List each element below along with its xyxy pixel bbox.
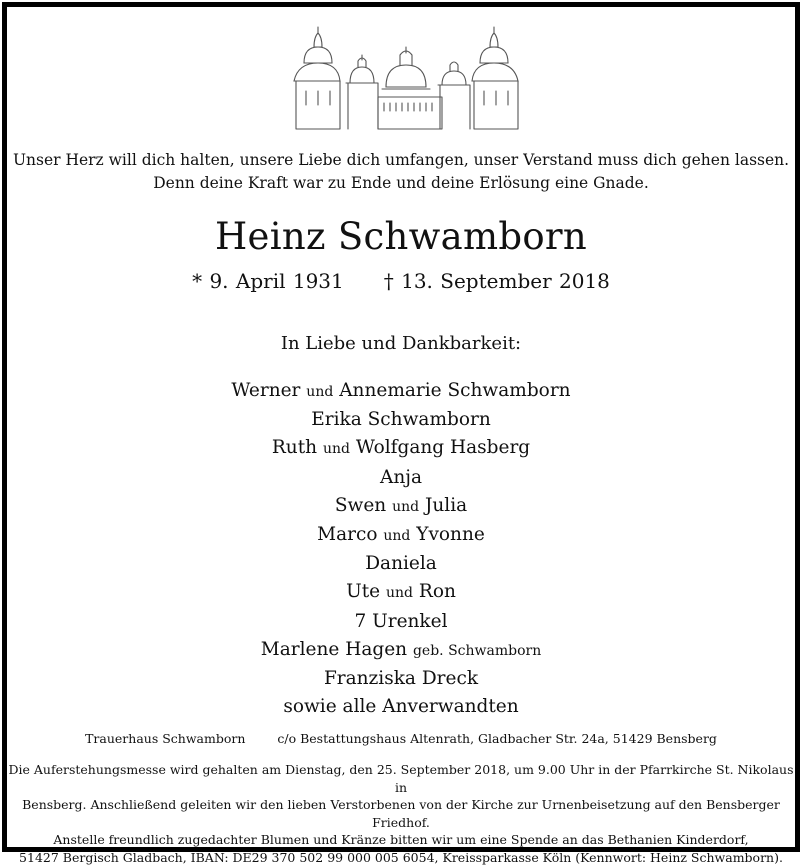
- family-line: Ruth und Wolfgang Hasberg: [7, 434, 795, 463]
- funeral-home: [7, 730, 795, 748]
- funeral-home-address: c/o Bestattungshaus Altenrath, Gladbacher Str. 24a, 51429 Bensberg: [277, 731, 717, 746]
- family-line: Swen und Julia: [7, 492, 795, 521]
- family-line: Franziska Dreck: [7, 665, 795, 693]
- deceased-name: Heinz Schwamborn: [7, 215, 795, 259]
- family-line: sowie alle Anverwandten: [7, 693, 795, 721]
- funeral-home-name: Trauerhaus Schwamborn: [85, 731, 245, 746]
- notice-line-2: Bensberg. Anschließend geleiten wir den lieben Verstorbenen von der Kirche zur Urnenbeisetzung auf den Bensberger Friedhof.: [7, 796, 795, 831]
- death-date: † 13. September 2018: [384, 269, 610, 293]
- life-dates: [7, 267, 795, 295]
- family-line: Anja: [7, 464, 795, 492]
- notice-line-3: Anstelle freundlich zugedachter Blumen und Kränze bitten wir um eine Spende an das Bethanien Kinderdorf,: [7, 831, 795, 849]
- intro-line-2: Denn deine Kraft war zu Ende und deine Erlösung eine Gnade.: [7, 172, 795, 195]
- intro-line-1: Unser Herz will dich halten, unsere Liebe dich umfangen, unser Verstand muss dich gehen lassen.: [7, 149, 795, 172]
- family-line: 7 Urenkel: [7, 608, 795, 636]
- family-line: Marco und Yvonne: [7, 521, 795, 550]
- family-line: Erika Schwamborn: [7, 406, 795, 434]
- family-line: Ute und Ron: [7, 578, 795, 607]
- obituary-frame: [2, 2, 800, 852]
- birth-date: * 9. April 1931: [192, 269, 344, 293]
- family-line: Daniela: [7, 550, 795, 578]
- service-notice: [7, 761, 795, 866]
- notice-line-1: Die Auferstehungsmesse wird gehalten am Dienstag, den 25. September 2018, um 9.00 Uhr in der Pfarrkirche St. Nikolaus in: [7, 761, 795, 796]
- dedication: In Liebe und Dankbarkeit:: [7, 331, 795, 357]
- notice-line-4: 51427 Bergisch Gladbach, IBAN: DE29 370 502 99 000 005 6054, Kreissparkasse Köln (Kennwort: Heinz Schwamborn).: [7, 849, 795, 866]
- family-line: Marlene Hagen geb. Schwamborn: [7, 636, 795, 665]
- family-list: [7, 377, 795, 721]
- intro-verse: [7, 149, 795, 195]
- church-sketch-icon: [282, 25, 532, 135]
- family-line: Werner und Annemarie Schwamborn: [7, 377, 795, 406]
